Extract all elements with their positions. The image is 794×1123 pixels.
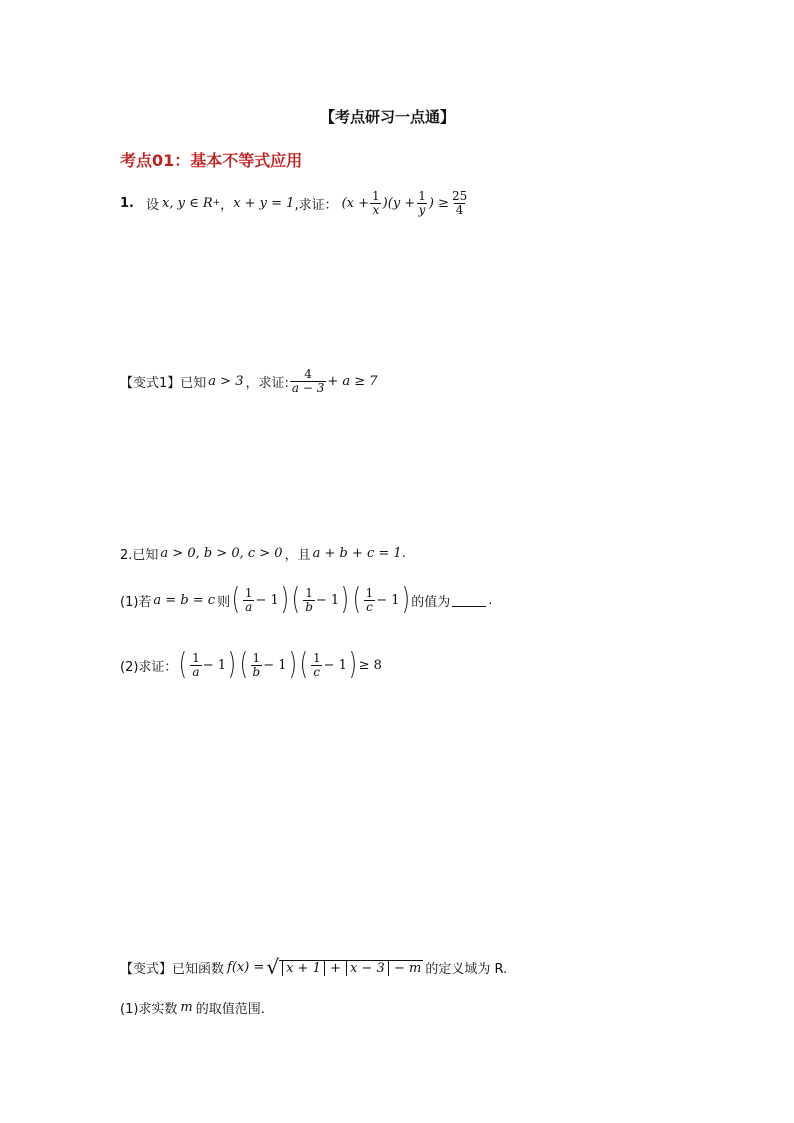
- q1-condition: x + y = 1: [233, 195, 295, 211]
- q1-comma: ，: [220, 197, 234, 213]
- q1-set-word: 设: [145, 197, 159, 213]
- minus-one: − 1: [376, 592, 400, 608]
- q2-p1-tail: 的值为: [411, 594, 451, 610]
- v1-prove-word: ，求证:: [245, 375, 289, 391]
- q1-vars: x, y ∈ R: [162, 195, 213, 211]
- fraction-denominator: a: [245, 599, 253, 614]
- q1-fraction-3: [450, 190, 469, 216]
- question-1: [120, 190, 470, 216]
- fraction-denominator: c: [313, 664, 321, 679]
- v1-tail: + a ≥ 7: [327, 373, 378, 389]
- factor-a: ( $\frac{1}{a}$ − 1 ): [231, 582, 289, 617]
- fraction-numerator: 25: [451, 189, 468, 203]
- variable-m: m: [180, 1000, 193, 1015]
- v2-function-name: f: [227, 959, 232, 975]
- minus-one: − 1: [255, 592, 279, 608]
- fraction-numerator: 1: [418, 189, 426, 203]
- variant-label: 【变式1】: [120, 375, 181, 391]
- fraction-denominator: y: [418, 202, 426, 217]
- plus-sign: +: [330, 960, 341, 976]
- q2-part-2: [120, 647, 382, 682]
- q2-p1-then: 则: [217, 594, 231, 610]
- minus-one: − 1: [202, 657, 227, 673]
- part-label: (1)求实数: [120, 1002, 178, 1017]
- v1-condition: a > 3: [208, 373, 244, 389]
- q1-fraction-1: [370, 190, 382, 216]
- variant-label: 【变式】: [120, 961, 173, 977]
- factor-a: ( $\frac{1}{a}$ − 1 ): [179, 647, 237, 682]
- q2-p1-end: .: [488, 592, 493, 608]
- v1-known-word: 已知: [180, 375, 207, 391]
- fraction-numerator: 1: [305, 585, 313, 600]
- variant-1: [120, 368, 378, 394]
- fraction-numerator: 4: [304, 367, 312, 381]
- fraction-numerator: 1: [372, 189, 380, 203]
- fraction-numerator: 1: [365, 585, 374, 600]
- fraction-denominator: x: [372, 202, 380, 217]
- section-heading: 考点01：基本不等式应用: [120, 151, 303, 170]
- q2-sum: a + b + c = 1: [312, 546, 402, 561]
- q2-p2-tail: ≥ 8: [358, 657, 382, 673]
- fraction-denominator: a − 3: [291, 380, 325, 395]
- factor-c: ( $\frac{1}{c}$ − 1 ): [352, 582, 410, 617]
- variant-2: [120, 957, 507, 977]
- q1-fraction-2: [416, 190, 428, 216]
- v2-function-arg: (x) =: [231, 959, 265, 975]
- q2-p1-condition: a = b = c: [153, 592, 216, 608]
- fraction-numerator: 1: [312, 650, 321, 665]
- q1-prove-word: ,求证：: [294, 197, 338, 213]
- minus-one: − 1: [323, 657, 347, 673]
- part-label: (2)求证：: [120, 659, 178, 675]
- question-number: 1.: [120, 195, 134, 211]
- v2-known-word: 已知函数: [172, 961, 225, 977]
- abs-value-1: x + 1: [282, 961, 325, 976]
- minus-one: − 1: [315, 592, 340, 608]
- factor-b: ( $\frac{1}{b}$ − 1 ): [239, 647, 297, 682]
- sqrt-expression: [266, 957, 423, 977]
- fraction-denominator: a: [192, 664, 200, 679]
- v1-fraction: [290, 368, 326, 394]
- q1-sup: +: [212, 198, 221, 209]
- part-label: (1)若: [120, 594, 152, 610]
- q1-lhs-c: ) ≥: [428, 195, 449, 211]
- v2-tail: 的定义域为 R.: [425, 961, 508, 977]
- q2-and-word: ，且: [284, 548, 311, 563]
- page-title: 【考点研习一点通】: [320, 108, 456, 126]
- v2-part-1: [120, 998, 265, 1017]
- factor-c: ( $\frac{1}{c}$ − 1 ): [299, 647, 357, 682]
- abs-value-2: x − 3: [346, 961, 389, 976]
- fraction-denominator: 4: [455, 202, 464, 217]
- fraction-denominator: b: [305, 599, 313, 614]
- sqrt-body: [279, 960, 423, 977]
- fraction-numerator: 1: [192, 650, 200, 665]
- v2-p1-tail: 的取值范围.: [195, 1002, 265, 1017]
- q1-lhs-b: )(y +: [382, 195, 416, 211]
- q2-intro: 2.已知: [120, 548, 159, 563]
- fraction-denominator: c: [366, 599, 373, 614]
- minus-m: − m: [393, 960, 422, 976]
- answer-blank[interactable]: [452, 594, 486, 607]
- fraction-denominator: b: [252, 664, 261, 679]
- fraction-numerator: 1: [252, 650, 261, 665]
- q2-condition: a > 0, b > 0, c > 0: [160, 546, 283, 561]
- q2-period: .: [401, 546, 406, 561]
- question-2: [120, 544, 406, 563]
- q1-lhs-a: (x +: [341, 195, 370, 211]
- q2-part-1: [120, 582, 493, 617]
- factor-b: ( $\frac{1}{b}$ − 1 ): [292, 582, 350, 617]
- fraction-numerator: 1: [244, 585, 253, 600]
- sqrt-icon: √: [266, 955, 280, 979]
- minus-one: − 1: [263, 657, 287, 673]
